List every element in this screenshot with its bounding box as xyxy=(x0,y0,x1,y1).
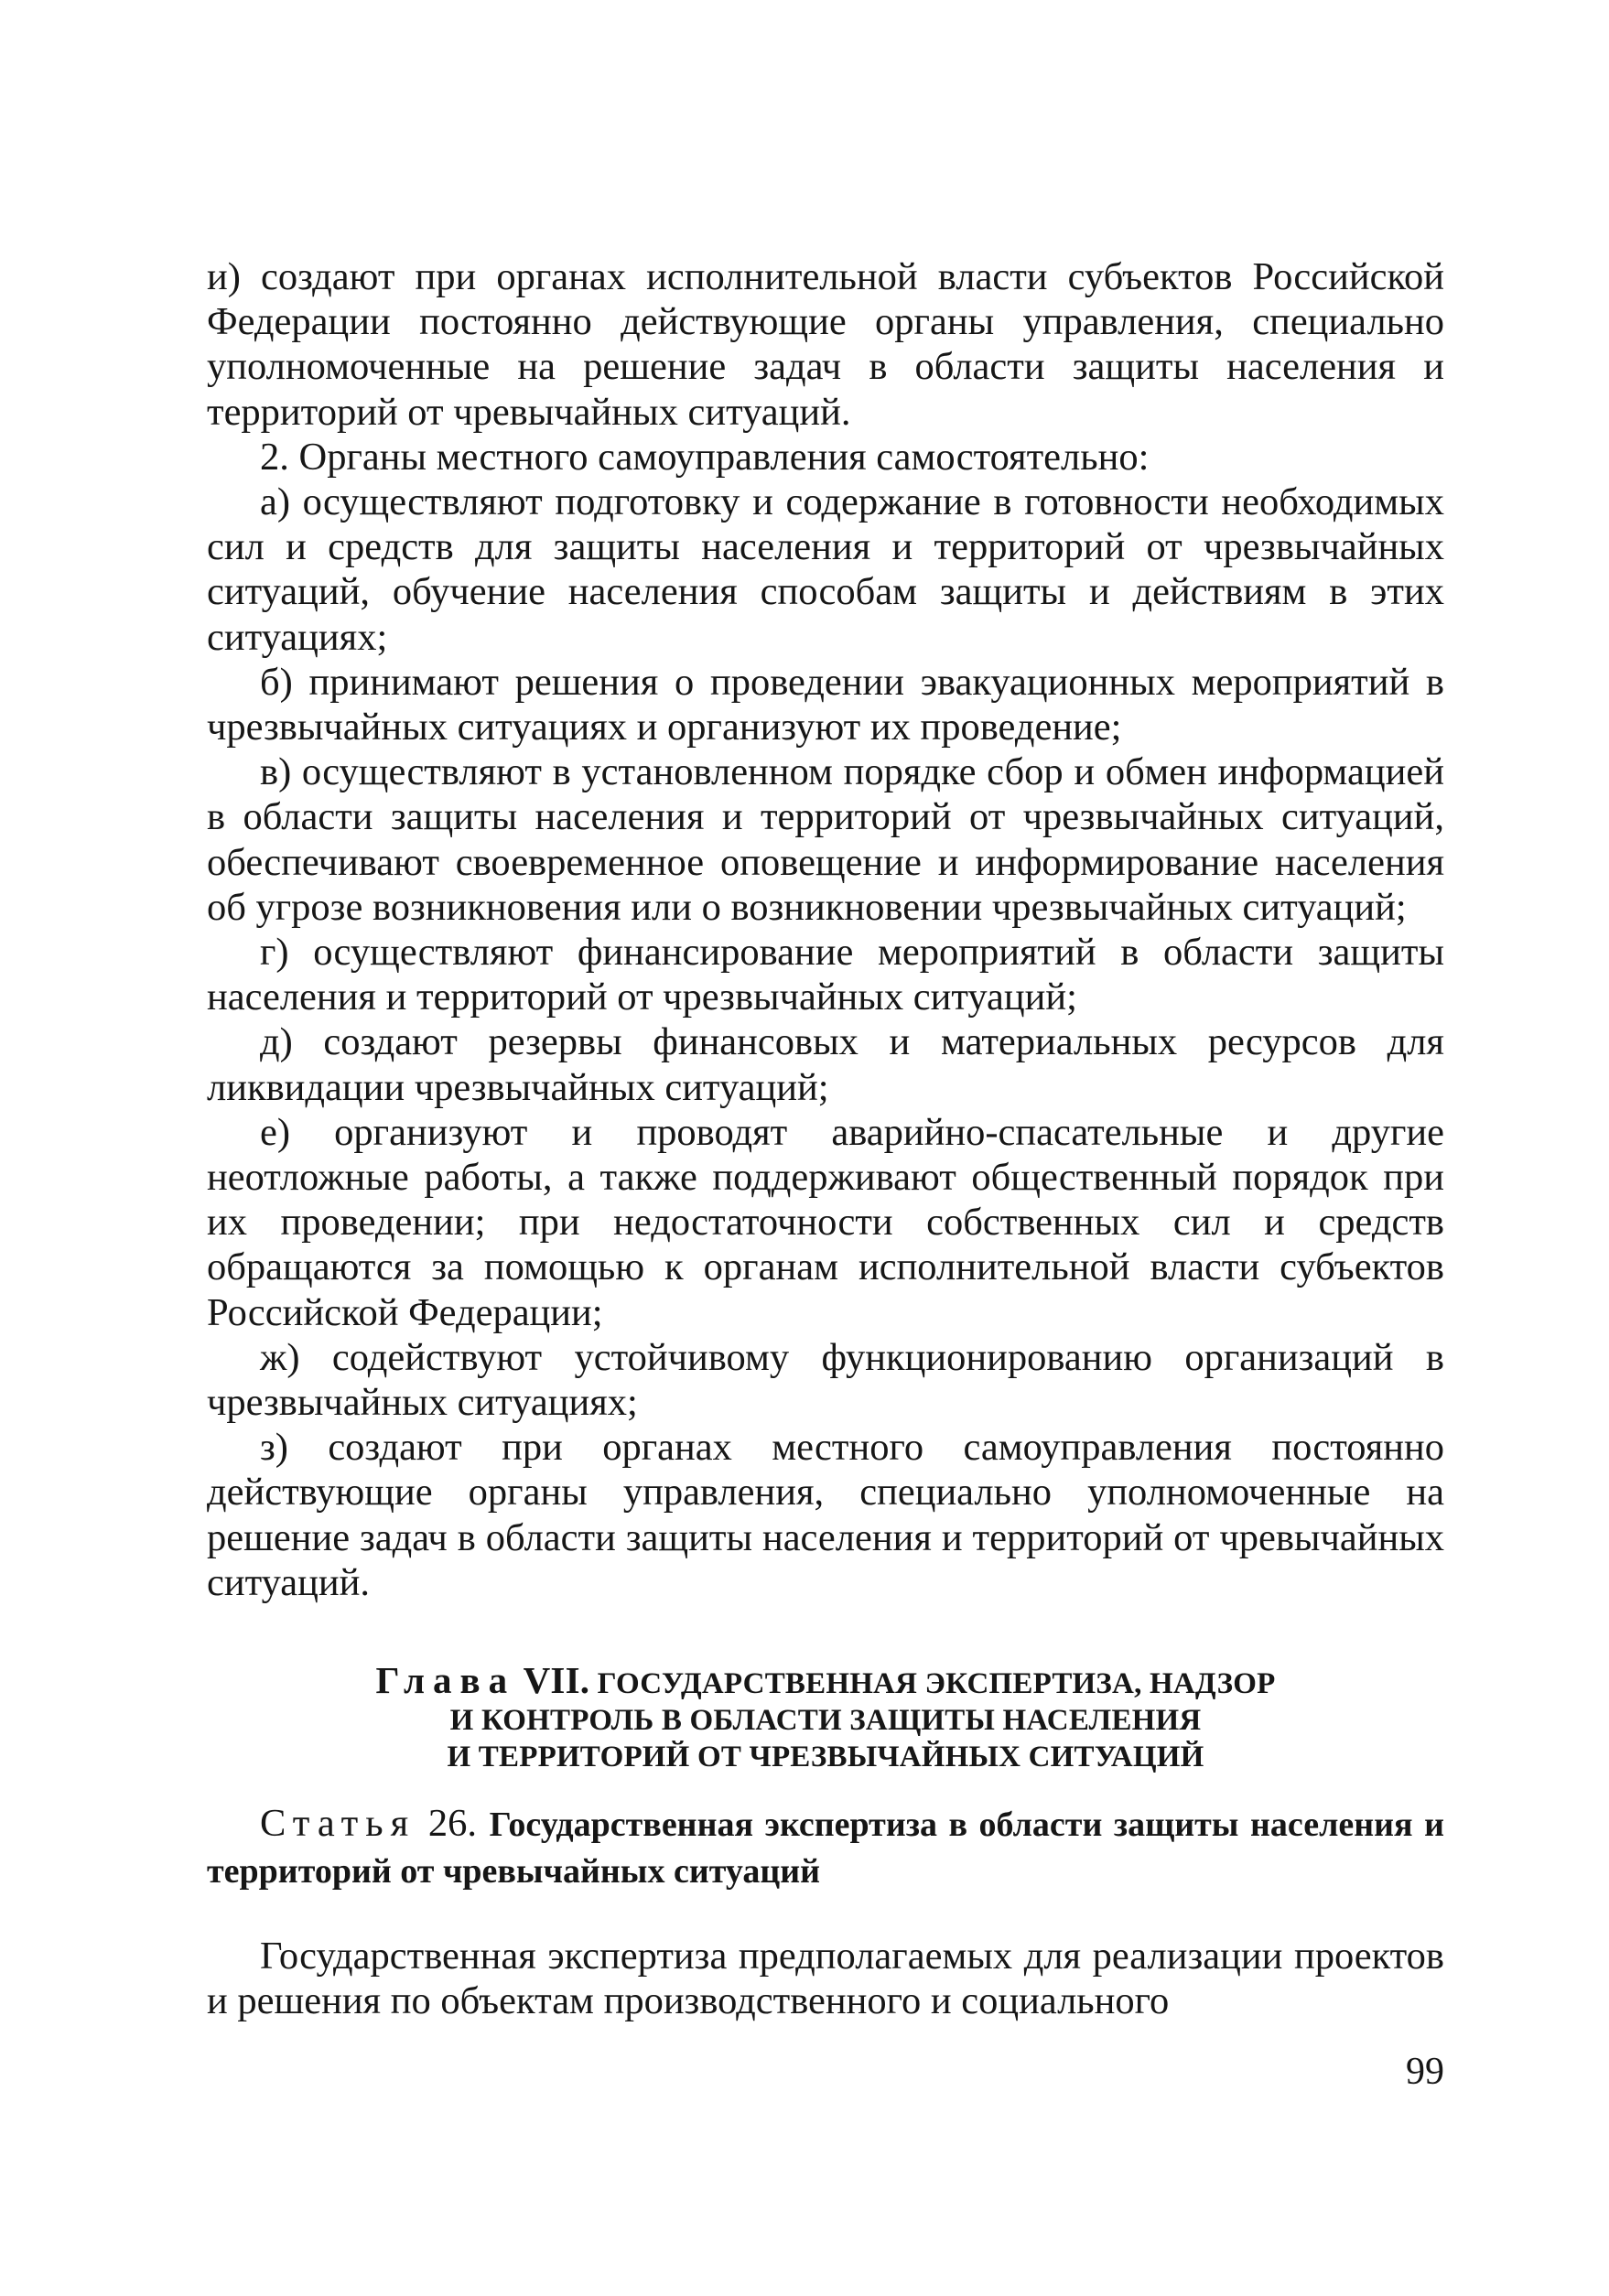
chapter-number: VII. xyxy=(523,1659,590,1702)
chapter-title-line1: ГОСУДАРСТВЕННАЯ ЭКСПЕРТИЗА, НАДЗОР xyxy=(597,1667,1276,1701)
article-label: Статья xyxy=(260,1802,416,1846)
page-body xyxy=(207,254,1444,2023)
paragraph-b: б) принимают решения о проведении эвакуационных мероприятий в чрезвычайных ситуациях и организуют их проведение; xyxy=(207,660,1444,749)
paragraph-article-26: Государственная экспертиза предполагаемых для реализации проектов и решения по объектам производственного и социального xyxy=(207,1934,1444,2022)
paragraph-d: д) создают резервы финансовых и материальных ресурсов для ликвидации чрезвычайных ситуаций; xyxy=(207,1020,1444,1109)
chapter-title-line2: И КОНТРОЛЬ В ОБЛАСТИ ЗАЩИТЫ НАСЕЛЕНИЯ xyxy=(449,1704,1202,1738)
paragraph-a: а) осуществляют подготовку и содержание в готовности необходимых сил и средств для защиты населения и территорий от чрезвычайных ситуаций, обучение населения способам защиты и действиям в этих ситуациях; xyxy=(207,480,1444,659)
paragraph-z: з) создают при органах местного самоуправления постоянно действующие органы управления, специально уполномоченные на решение задач в области защиты населения и территорий от чревычайных ситуаций. xyxy=(207,1426,1444,1604)
paragraph-zh: ж) содействуют устойчивому функционированию организаций в чрезвычайных ситуациях; xyxy=(207,1335,1444,1425)
paragraph-v: в) осуществляют в установленном порядке сбор и обмен информацией в области защиты населения и территорий от чрезвычайных ситуаций, обеспечивают своевременное оповещение и информирование населения об угрозе возникновения или о возникновении чрезвычайных ситуаций; xyxy=(207,750,1444,929)
chapter-heading xyxy=(207,1659,1444,1775)
chapter-heading-line1 xyxy=(207,1659,1444,1702)
paragraph-e: е) организуют и проводят аварийно-спасательные и другие неотложные работы, а также поддерживают общественный порядок при их проведении; при недостаточности собственных сил и средств обращаются за помощью к органам исполнительной власти субъектов Российской Федерации; xyxy=(207,1110,1444,1334)
article-heading xyxy=(207,1801,1444,1894)
article-number: 26. xyxy=(427,1802,477,1846)
paragraph-2: 2. Органы местного самоуправления самостоятельно: xyxy=(260,435,1150,479)
article-title: Государственная экспертиза в области защиты населения и территорий от чревычайных ситуаций xyxy=(207,1806,1445,1892)
paragraph-i: и) создают при органах исполнительной власти субъектов Российской Федерации постоянно действующие органы управления, специально уполномоченные на решение задач в области защиты населения и территорий от чревычайных ситуаций. xyxy=(207,255,1444,434)
paragraph-g: г) осуществляют финансирование мероприятий в области защиты населения и территорий от чрезвычайных ситуаций; xyxy=(207,931,1444,1019)
page-number: 99 xyxy=(1406,2051,1444,2093)
chapter-title-line3: И ТЕРРИТОРИЙ ОТ ЧРЕЗВЫЧАЙНЫХ СИТУАЦИЙ xyxy=(447,1741,1204,1774)
chapter-label: Глава xyxy=(375,1659,516,1702)
